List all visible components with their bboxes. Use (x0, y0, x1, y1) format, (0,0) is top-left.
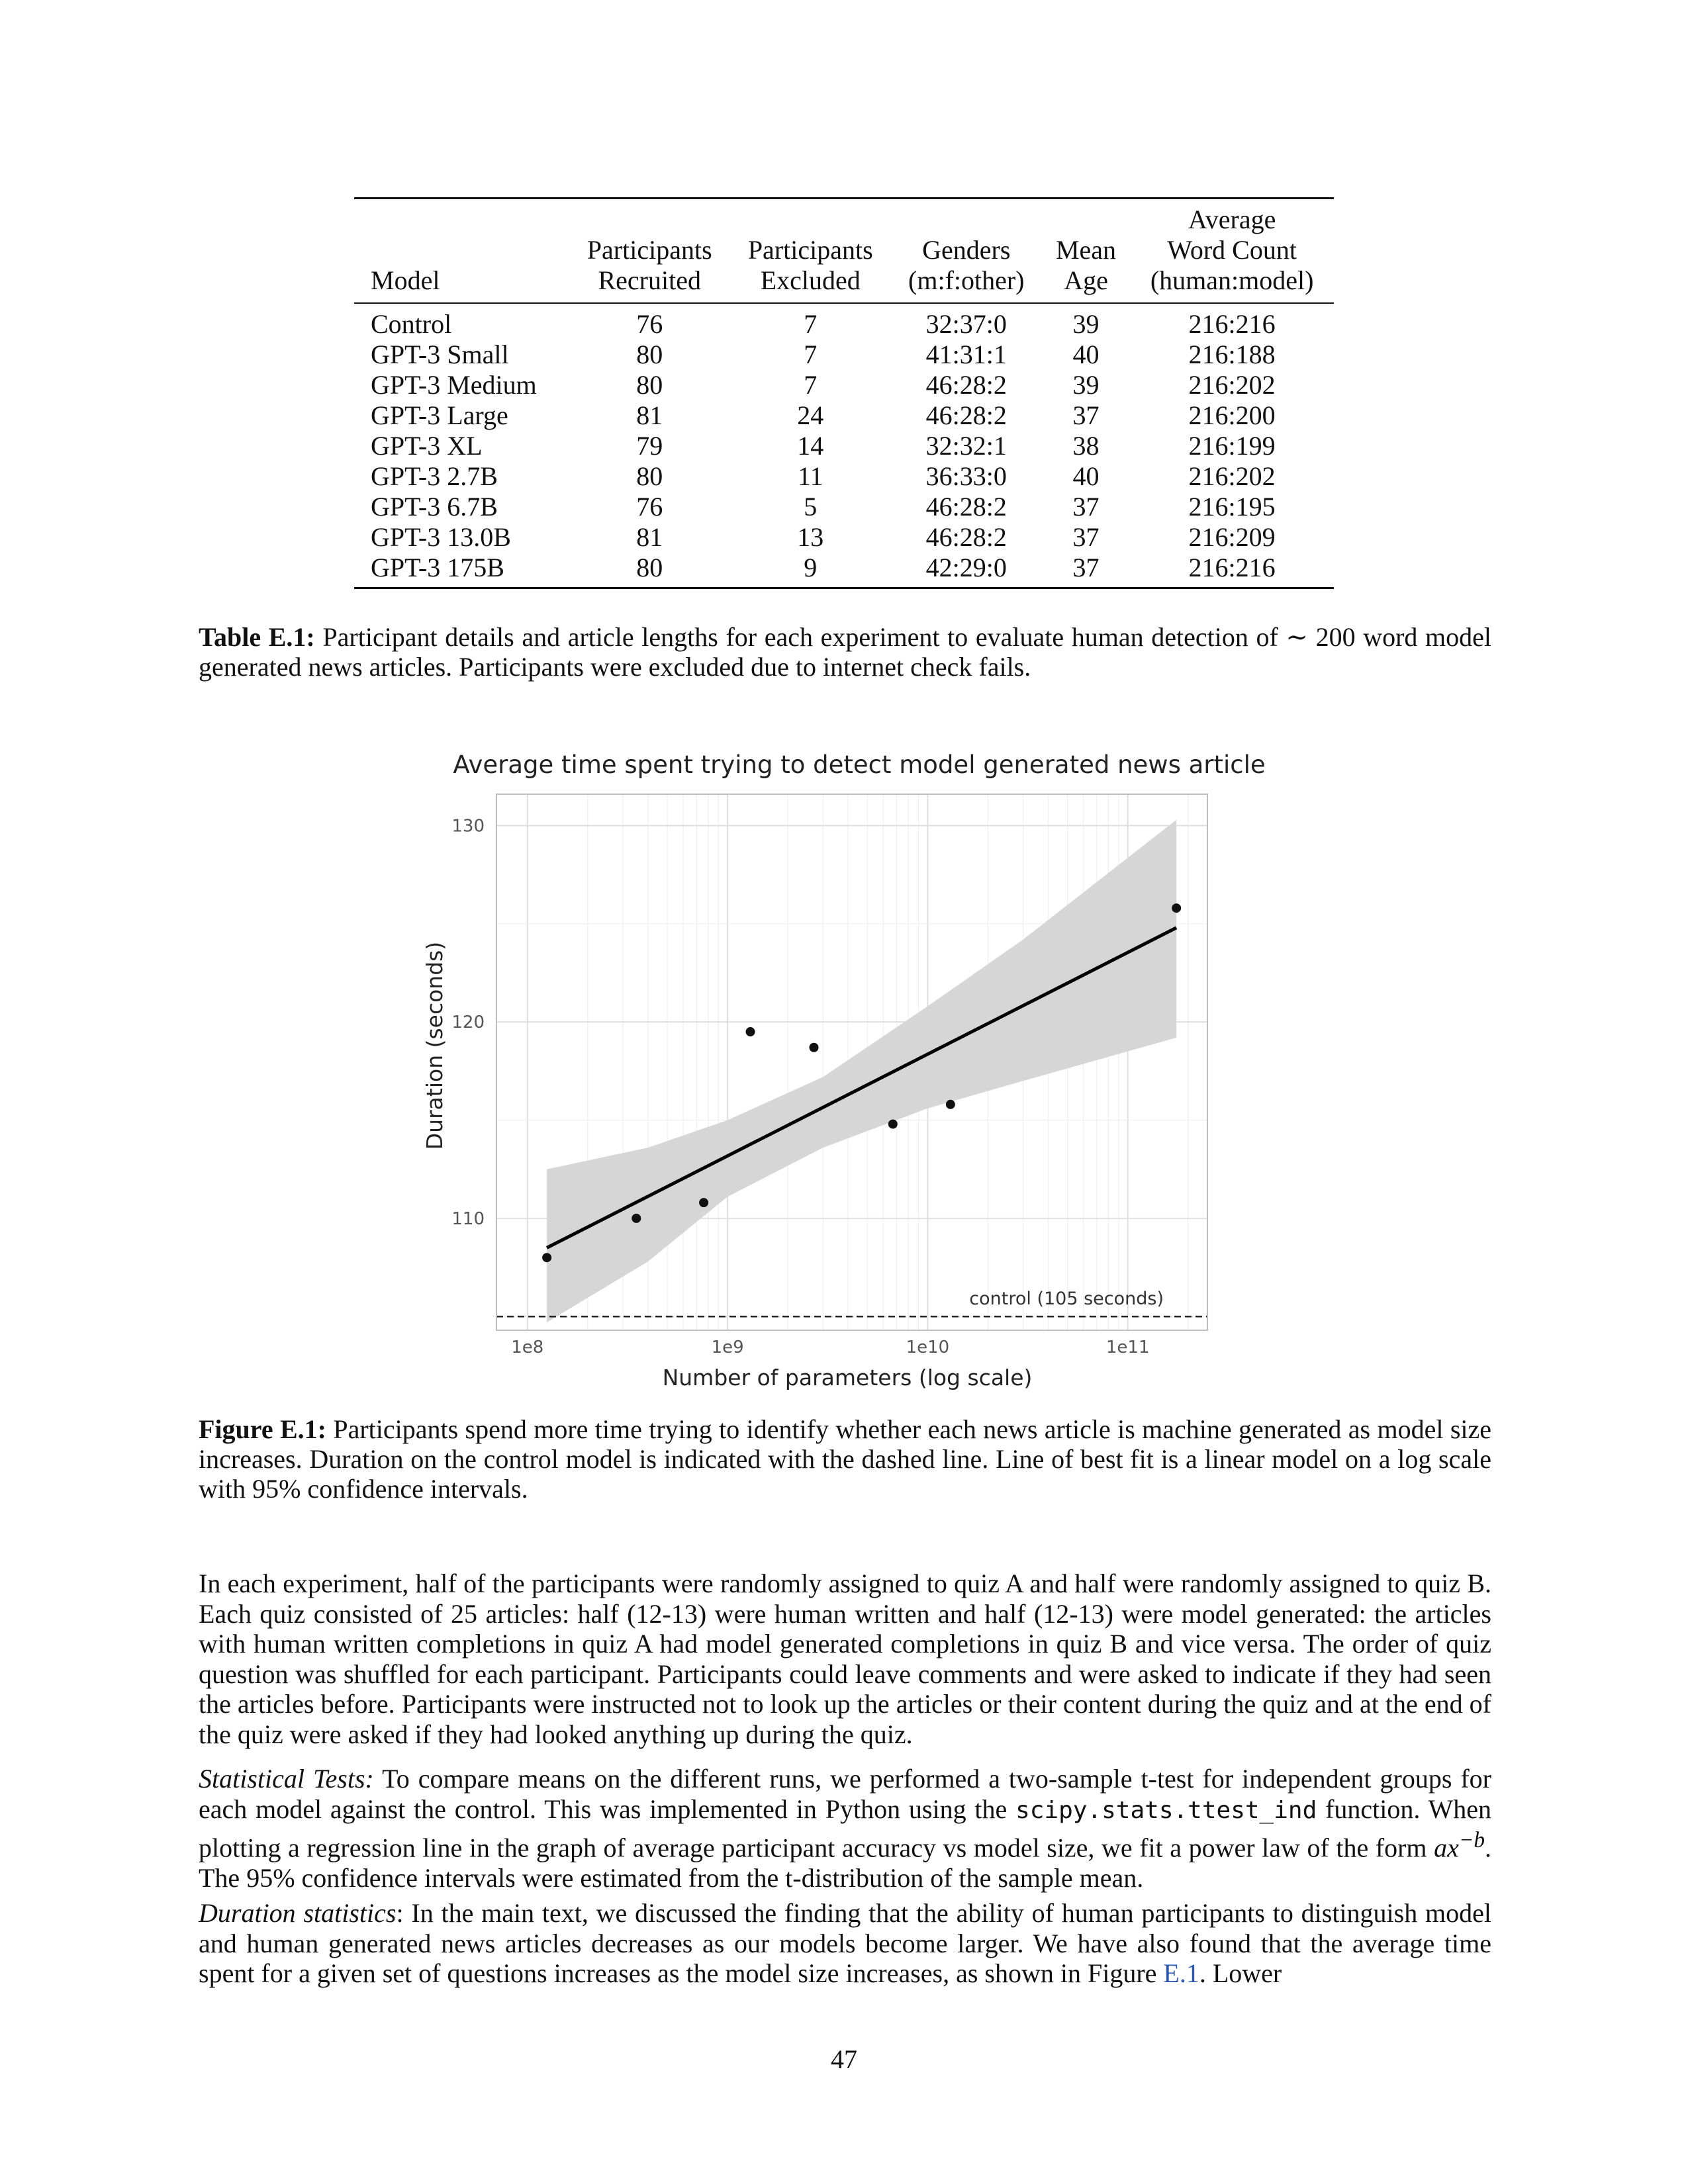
cell-excluded: 7 (804, 309, 818, 339)
duration-statistics-text-a: : In the main text, we discussed the finding that the ability of human participants to distinguish model and human generated news articles decreases as our models become larger. We have also found that the average time spent for a given set of questions increases as the model size increases, as shown in Figure (199, 1898, 1491, 1988)
table-row (354, 400, 1334, 431)
duration-statistics-text-b: . Lower (1199, 1958, 1282, 1988)
table-caption (199, 622, 1491, 682)
table-row (354, 461, 1334, 492)
cell-recruited: 81 (636, 400, 663, 430)
chart-title: Average time spent trying to detect model generated news article (453, 751, 1266, 779)
cell-excluded: 9 (730, 553, 891, 588)
header-recruited-line2: Recruited (598, 265, 701, 295)
cell-age: 37 (1072, 492, 1100, 522)
cell-wordcount: 216:202 (1188, 461, 1276, 491)
cell-recruited: 80 (636, 461, 663, 491)
table-caption-text: Participant details and article lengths for each experiment to evaluate human detection of ∼ 200 word model generated news articles. Participants were excluded due to internet check fails. (199, 622, 1492, 682)
header-recruited (569, 199, 730, 303)
figure-reference-link[interactable]: E.1 (1163, 1958, 1199, 1988)
cell-excluded: 7 (804, 340, 818, 369)
duration-chart (391, 741, 1304, 1403)
data-point (810, 1043, 819, 1052)
data-point (542, 1253, 551, 1262)
cell-excluded: 7 (804, 370, 818, 400)
header-genders (891, 199, 1042, 303)
y-tick-label-110: 110 (451, 1208, 485, 1229)
cell-recruited: 80 (636, 340, 663, 369)
header-model: Model (354, 199, 569, 303)
header-wordcount-line3: (human:model) (1150, 265, 1314, 295)
cell-wordcount: 216:209 (1188, 522, 1276, 552)
data-point (746, 1027, 755, 1036)
header-recruited-line1: Participants (586, 235, 712, 265)
cell-model: GPT-3 Medium (371, 370, 537, 400)
table-row (354, 553, 1334, 588)
cell-excluded: 5 (804, 492, 818, 522)
power-law-math: ax (1434, 1833, 1459, 1863)
data-point (946, 1100, 955, 1109)
figure-caption (199, 1414, 1491, 1504)
cell-recruited: 81 (636, 522, 663, 552)
cell-recruited: 80 (636, 370, 663, 400)
table-row (354, 492, 1334, 522)
cell-recruited: 76 (636, 309, 663, 339)
cell-age: 39 (1072, 309, 1100, 339)
table-row (354, 340, 1334, 370)
table-row (354, 431, 1334, 461)
data-point (632, 1214, 641, 1223)
cell-model: GPT-3 6.7B (371, 492, 498, 522)
cell-model: GPT-3 Large (371, 400, 508, 430)
cell-age: 37 (1072, 522, 1100, 552)
x-tick-label-1e9: 1e9 (711, 1338, 744, 1357)
table-header-row (354, 199, 1334, 303)
confidence-band (547, 820, 1176, 1323)
cell-genders: 42:29:0 (891, 553, 1042, 588)
cell-recruited: 76 (636, 492, 663, 522)
cell-genders: 32:37:0 (925, 309, 1007, 339)
cell-model: GPT-3 175B (354, 553, 569, 588)
page-number: 47 (831, 2044, 857, 2074)
cell-age: 38 (1072, 431, 1100, 461)
statistical-tests-text-c: . The 95% confidence intervals were estimated from the t-distribution of the sample mean. (199, 1833, 1491, 1893)
cell-recruited: 80 (569, 553, 730, 588)
statistical-tests-label: Statistical Tests: (199, 1764, 374, 1794)
paragraph-quiz-design: In each experiment, half of the participants were randomly assigned to quiz A and half were randomly assigned to quiz B. Each quiz consisted of 25 articles: half (12-13) were human written and half (12-13) were model generated: the articles with human written completions in quiz A had model generated completions in quiz B and vice versa. The order of quiz question was shuffled for each participant. Participants could leave comments and were asked to indicate if they had seen the articles before. Participants were instructed not to look up the articles or their content during the quiz and at the end of the quiz were asked if they had looked anything up during the quiz. (199, 1569, 1491, 1749)
cell-model: GPT-3 XL (371, 431, 483, 461)
paragraph-statistical-tests (199, 1764, 1491, 1893)
ttest-code: scipy.stats.ttest_ind (1015, 1796, 1317, 1824)
data-point (1172, 903, 1181, 913)
y-tick-label-130: 130 (451, 816, 485, 837)
cell-age: 37 (1042, 553, 1130, 588)
header-wordcount (1130, 199, 1334, 303)
data-point (699, 1198, 708, 1207)
header-wordcount-line1: Average (1188, 205, 1276, 234)
header-age-line1: Mean (1055, 235, 1117, 265)
x-axis-label: Number of parameters (log scale) (662, 1365, 1033, 1390)
cell-wordcount: 216:202 (1188, 370, 1276, 400)
header-age (1042, 199, 1130, 303)
cell-model: GPT-3 2.7B (371, 461, 498, 491)
cell-excluded: 14 (797, 431, 824, 461)
cell-model: Control (371, 309, 452, 339)
power-law-exponent: −b (1458, 1828, 1485, 1852)
cell-age: 40 (1072, 461, 1100, 491)
header-wordcount-line2: Word Count (1167, 235, 1297, 265)
cell-wordcount: 216:200 (1188, 400, 1276, 430)
paragraph-duration-statistics (199, 1898, 1491, 1989)
header-excluded-line2: Excluded (760, 265, 861, 295)
x-tick-label-1e11: 1e11 (1105, 1338, 1150, 1357)
cell-recruited: 79 (636, 431, 663, 461)
statistical-tests-text-b: function. When plotting a regression line in the graph of average participant accuracy vs model size, we fit a power law of the form (199, 1794, 1491, 1863)
header-genders-line1: Genders (922, 235, 1011, 265)
table-caption-label: Table E.1: (199, 622, 315, 652)
table-row (354, 303, 1334, 340)
table-row (354, 522, 1334, 553)
cell-wordcount: 216:199 (1188, 431, 1276, 461)
cell-genders: 36:33:0 (925, 461, 1007, 491)
x-tick-label-1e10: 1e10 (906, 1338, 950, 1357)
cell-genders: 46:28:2 (925, 400, 1007, 430)
cell-wordcount: 216:216 (1130, 553, 1334, 588)
cell-genders: 46:28:2 (925, 370, 1007, 400)
cell-genders: 32:32:1 (925, 431, 1007, 461)
cell-genders: 46:28:2 (925, 492, 1007, 522)
y-tick-label-120: 120 (451, 1013, 485, 1033)
cell-wordcount: 216:216 (1188, 309, 1276, 339)
figure-caption-text: Participants spend more time trying to identify whether each news article is machine generated as model size increases. Duration on the control model is indicated with the dashed line. Line of best fit is a linear model on a log scale with 95% confidence intervals. (199, 1414, 1492, 1504)
cell-excluded: 24 (797, 400, 824, 430)
cell-age: 39 (1072, 370, 1100, 400)
cell-model: GPT-3 13.0B (371, 522, 511, 552)
statistical-tests-text-a: To compare means on the different runs, we performed a two-sample t-test for independent groups for each model against the control. This was implemented in Python using the (199, 1764, 1491, 1824)
cell-model: GPT-3 Small (371, 340, 509, 369)
cell-wordcount: 216:195 (1188, 492, 1276, 522)
data-point (888, 1119, 898, 1128)
table-row (354, 370, 1334, 400)
cell-genders: 41:31:1 (925, 340, 1007, 369)
duration-statistics-label: Duration statistics (199, 1898, 397, 1928)
header-excluded (730, 199, 891, 303)
fit-line (547, 928, 1176, 1248)
cell-excluded: 11 (797, 461, 823, 491)
participant-table-container (354, 197, 1334, 589)
cell-wordcount: 216:188 (1188, 340, 1276, 369)
participant-table (354, 197, 1334, 589)
cell-genders: 46:28:2 (925, 522, 1007, 552)
header-excluded-line1: Participants (747, 235, 873, 265)
cell-age: 37 (1072, 400, 1100, 430)
control-label: control (105 seconds) (969, 1289, 1164, 1310)
header-genders-line2: (m:f:other) (908, 265, 1025, 295)
cell-age: 40 (1072, 340, 1100, 369)
figure-caption-label: Figure E.1: (199, 1414, 326, 1444)
cell-excluded: 13 (797, 522, 824, 552)
x-tick-label-1e8: 1e8 (511, 1338, 544, 1357)
header-age-line2: Age (1064, 265, 1108, 295)
y-axis-label: Duration (seconds) (422, 941, 447, 1150)
